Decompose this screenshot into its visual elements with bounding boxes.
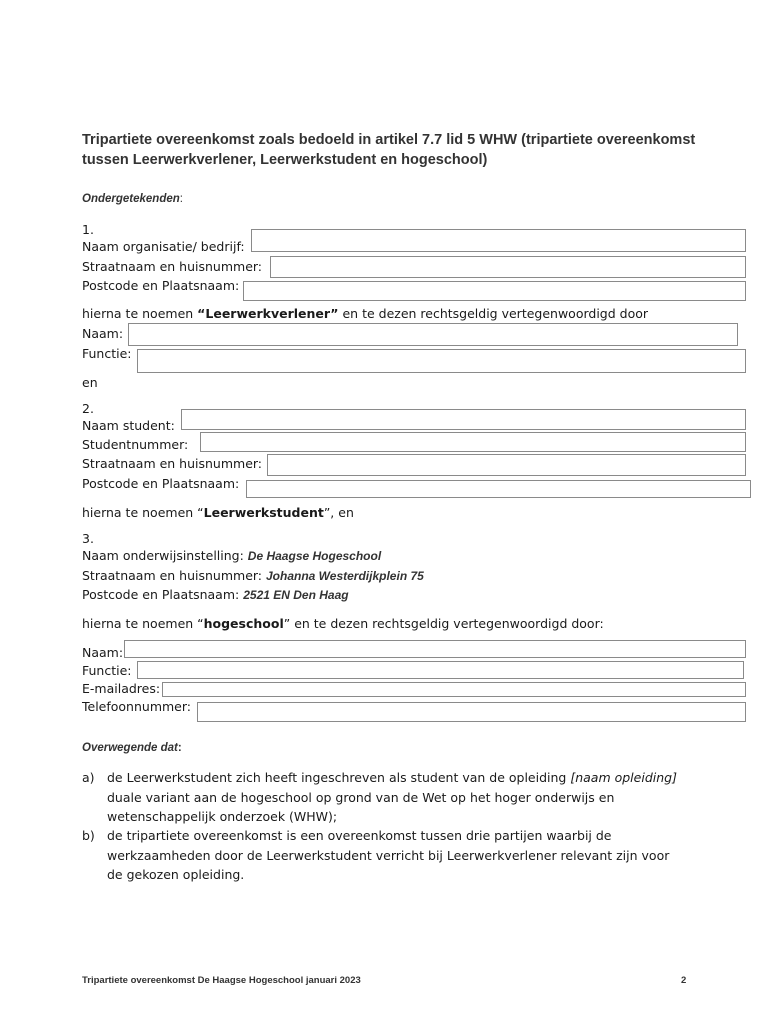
clause-a-line2: duale variant aan de hogeschool op grond van de Wet op het hoger onderwijs en — [107, 789, 615, 805]
party3-telefoon-label: Telefoonnummer: — [82, 699, 192, 714]
page-number: 2 — [681, 975, 687, 986]
party2-number: 2. — [82, 401, 94, 416]
party3-hierna-name: hogeschool — [203, 616, 284, 631]
clause-a — [107, 768, 727, 827]
footer-text: Tripartiete overeenkomst De Haagse Hogeschool januari 2023 — [82, 975, 361, 986]
party3-naam-input[interactable] — [124, 640, 746, 658]
party1-naam-label: Naam: — [82, 326, 124, 341]
party1-street-label: Straatnaam en huisnummer: — [82, 259, 263, 274]
ondergetekenden-label: Ondergetekenden — [82, 193, 180, 205]
party3-straat-row — [82, 568, 424, 584]
party3-hierna-pre: hierna te noemen “ — [82, 616, 204, 631]
party1-org-input[interactable] — [251, 229, 746, 252]
party1-org-label: Naam organisatie/ bedrijf: — [82, 239, 245, 254]
party1-postcode-input[interactable] — [243, 281, 746, 301]
party2-hierna-post: ”, en — [323, 505, 354, 520]
party3-naam-row — [82, 548, 381, 564]
party2-hierna-pre: hierna te noemen “ — [82, 505, 204, 520]
party3-telefoon-input[interactable] — [197, 702, 746, 722]
party1-functie-input[interactable] — [137, 349, 746, 373]
party3-postcode-value: 2521 EN Den Haag — [243, 588, 349, 602]
clause-a-marker: a) — [82, 770, 95, 785]
party2-hierna-name: Leerwerkstudent — [203, 505, 324, 520]
overwegende-heading: Overwegende dat: — [82, 742, 182, 754]
party3-straat-value: Johanna Westerdijkplein 75 — [266, 569, 424, 583]
clause-b-marker: b) — [82, 828, 95, 843]
party1-postcode-label: Postcode en Plaatsnaam: — [82, 278, 240, 293]
party1-functie-label: Functie: — [82, 346, 132, 361]
clause-a-line3: wetenschappelijk onderzoek (WHW); — [107, 809, 338, 824]
clause-a-line1-text: de Leerwerkstudent zich heeft ingeschreven als student van de opleiding — [107, 770, 571, 785]
en-text: en — [82, 375, 98, 390]
clause-b-line1: de tripartiete overeenkomst is een overeenkomst tussen drie partijen waarbij de — [107, 828, 612, 843]
party1-street-input[interactable] — [270, 256, 746, 278]
party3-number: 3. — [82, 531, 94, 546]
party2-street-label: Straatnaam en huisnummer: — [82, 456, 263, 471]
party2-street-input[interactable] — [267, 454, 746, 476]
party1-hierna-text — [82, 306, 648, 322]
party2-naam-label: Naam student: — [82, 418, 175, 433]
party3-hierna-post: ” en te dezen rechtsgeldig vertegenwoordigd door: — [283, 616, 604, 631]
party1-hierna-post: en te dezen rechtsgeldig vertegenwoordigd door — [338, 306, 649, 321]
party2-studentnummer-label: Studentnummer: — [82, 437, 189, 452]
party3-postcode-label: Postcode en Plaatsnaam: — [82, 587, 244, 602]
party1-number: 1. — [82, 222, 94, 237]
party3-email-label: E-mailadres: — [82, 681, 161, 696]
clause-a-line1 — [107, 768, 727, 788]
party1-hierna-name: “Leerwerkverlener” — [197, 306, 339, 321]
party3-email-input[interactable] — [162, 682, 746, 697]
party2-hierna-text — [82, 505, 354, 521]
party3-postcode-row — [82, 587, 349, 603]
overwegende-label: Overwegende dat — [82, 742, 178, 754]
party2-naam-input[interactable] — [181, 409, 746, 430]
ondergetekenden-heading: Ondergetekenden: — [82, 193, 183, 205]
party1-hierna-pre: hierna te noemen — [82, 306, 198, 321]
party3-functie-label: Functie: — [82, 663, 132, 678]
document-title: Tripartiete overeenkomst zoals bedoeld in artikel 7.7 lid 5 WHW (tripartiete overeenkomst tussen Leerwerkverlener, Leerwerkstudent en hogeschool) — [82, 132, 696, 168]
clause-b-line2: werkzaamheden door de Leerwerkstudent verricht bij Leerwerkverlener relevant zijn voor — [107, 847, 670, 863]
party3-naam-value: De Haagse Hogeschool — [247, 549, 382, 563]
clause-b-line3: de gekozen opleiding. — [107, 867, 245, 882]
party3-functie-input[interactable] — [137, 661, 744, 679]
party3-naam-label: Naam onderwijsinstelling: — [82, 548, 248, 563]
clause-a-placeholder: [naam opleiding] — [570, 770, 677, 785]
party2-studentnummer-input[interactable] — [200, 432, 746, 452]
party1-naam-input[interactable] — [128, 323, 738, 346]
party2-postcode-label: Postcode en Plaatsnaam: — [82, 476, 240, 491]
party2-postcode-input[interactable] — [246, 480, 751, 498]
party3-hierna-text — [82, 616, 604, 632]
clause-b — [107, 826, 727, 885]
party3-straat-label: Straatnaam en huisnummer: — [82, 568, 266, 583]
party3-naam-label2: Naam: — [82, 645, 124, 660]
